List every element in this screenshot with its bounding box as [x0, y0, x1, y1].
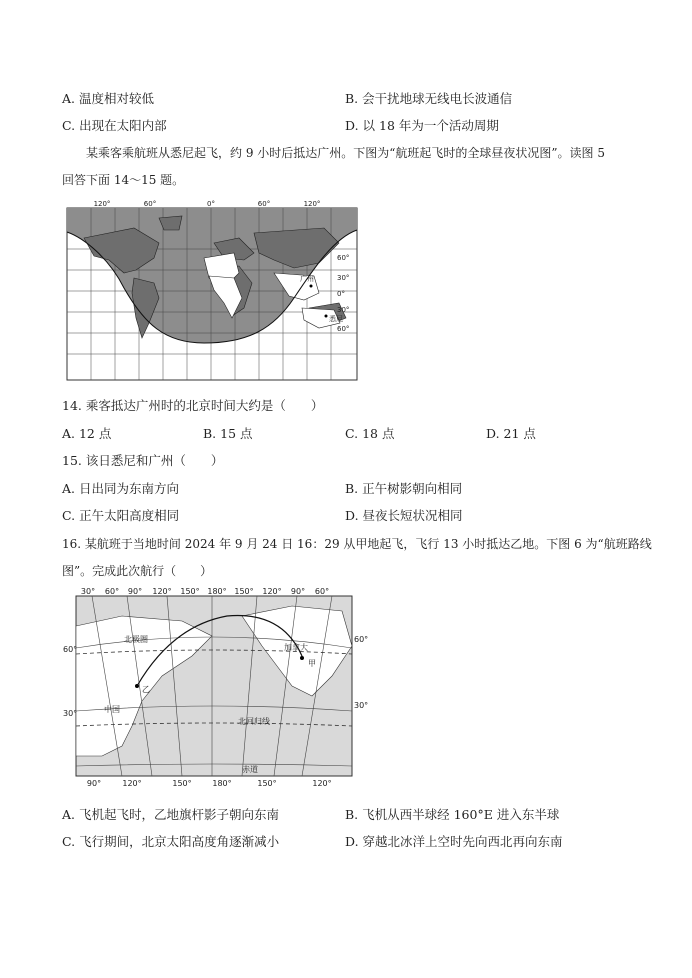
map2-jia: 甲: [308, 659, 316, 668]
map2-top-label: 90°: [290, 587, 306, 596]
map2-bottom-label: 150°: [257, 779, 277, 788]
map2-china: 中国: [104, 705, 120, 714]
q15-option-b: B. 正午树影朝向相同: [345, 481, 463, 496]
map2-bottom-label: 90°: [86, 779, 102, 788]
q14-stem: 14. 乘客抵达广州时的北京时间大约是（ ）: [62, 398, 324, 413]
map2-bottom-label: 180°: [212, 779, 232, 788]
map2-left-label: 60°: [63, 645, 78, 654]
map2-right-label: 30°: [354, 701, 368, 710]
map2-top-label: 90°: [127, 587, 143, 596]
q16-stem-line-1: 16. 某航班于当地时间 2024 年 9 月 24 日 16：29 从甲地起飞，飞行 13 小时抵达乙地。下图 6 为“航班路线: [62, 537, 652, 551]
q13-option-a: A. 温度相对较低: [62, 91, 154, 106]
map1-right-label: 30°: [337, 306, 350, 314]
map1-top-label: 0°: [207, 200, 215, 208]
q13-option-d: D. 以 18 年为一个活动周期: [345, 118, 499, 133]
jia-marker: [300, 656, 304, 660]
yi-marker: [135, 684, 139, 688]
map2-right-label: 60°: [354, 635, 368, 644]
q13-option-c: C. 出现在太阳内部: [62, 118, 167, 133]
map2-bottom-label: 120°: [122, 779, 142, 788]
q14-option-c: C. 18 点: [345, 426, 395, 441]
map1-right-label: 60°: [337, 254, 350, 262]
map1-right-label: 60°: [337, 325, 350, 333]
map1-top-label: 60°: [143, 200, 157, 208]
q15-stem: 15. 该日悉尼和广州（ ）: [62, 453, 224, 468]
q16-option-c: C. 飞行期间，北京太阳高度角逐渐减小: [62, 834, 280, 849]
map2-canada: 加拿大: [284, 643, 308, 652]
q16-option-d: D. 穿越北冰洋上空时先向西北再向东南: [345, 834, 563, 849]
q16-option-b: B. 飞机从西半球经 160°E 进入东半球: [345, 807, 560, 822]
intro-line-2: 回答下面 14～15 题。: [62, 173, 185, 187]
map2-top-label: 60°: [314, 587, 330, 596]
q15-option-c: C. 正午太阳高度相同: [62, 508, 180, 523]
map2-top-label: 120°: [262, 587, 282, 596]
map2-top-label: 60°: [104, 587, 120, 596]
map1-city-guangzhou: 广州: [300, 275, 314, 283]
sydney-marker: [325, 315, 328, 318]
map2-top-label: 30°: [80, 587, 96, 596]
map1-city-sydney: 悉尼: [329, 315, 343, 323]
q15-option-d: D. 昼夜长短状况相同: [345, 508, 463, 523]
map2-bottom-label: 150°: [172, 779, 192, 788]
q16-stem-line-2: 图”。完成此次航行（ ）: [62, 564, 213, 578]
map1-right-label: 0°: [337, 290, 345, 298]
map2-tropic: 北回归线: [238, 717, 270, 726]
map2-equator: 赤道: [242, 765, 258, 774]
map2-top-label: 120°: [152, 587, 172, 596]
intro-line-1: 某乘客乘航班从悉尼起飞，约 9 小时后抵达广州。下图为“航班起飞时的全球昼夜状况图”。读图 5: [86, 146, 605, 160]
map2-yi: 乙: [142, 685, 150, 694]
q13-option-b: B. 会干扰地球无线电长波通信: [345, 91, 513, 106]
day-night-map: [64, 198, 362, 384]
map2-left-label: 30°: [63, 709, 78, 718]
map1-top-label: 60°: [257, 200, 271, 208]
map1-right-label: 30°: [337, 274, 350, 282]
map2-top-label: 150°: [180, 587, 200, 596]
map2-bottom-label: 120°: [312, 779, 332, 788]
q14-option-a: A. 12 点: [62, 426, 112, 441]
q15-option-a: A. 日出同为东南方向: [62, 481, 179, 496]
q14-option-b: B. 15 点: [203, 426, 253, 441]
map2-top-label: 150°: [234, 587, 254, 596]
q14-option-d: D. 21 点: [486, 426, 536, 441]
flight-route-map: [62, 586, 368, 790]
map1-top-label: 120°: [303, 200, 321, 208]
q16-option-a: A. 飞机起飞时，乙地旗杆影子朝向东南: [62, 807, 279, 822]
map2-top-label: 180°: [207, 587, 227, 596]
map2-arctic-circle: 北极圈: [124, 635, 148, 644]
map1-top-label: 120°: [93, 200, 111, 208]
guangzhou-marker: [310, 285, 313, 288]
